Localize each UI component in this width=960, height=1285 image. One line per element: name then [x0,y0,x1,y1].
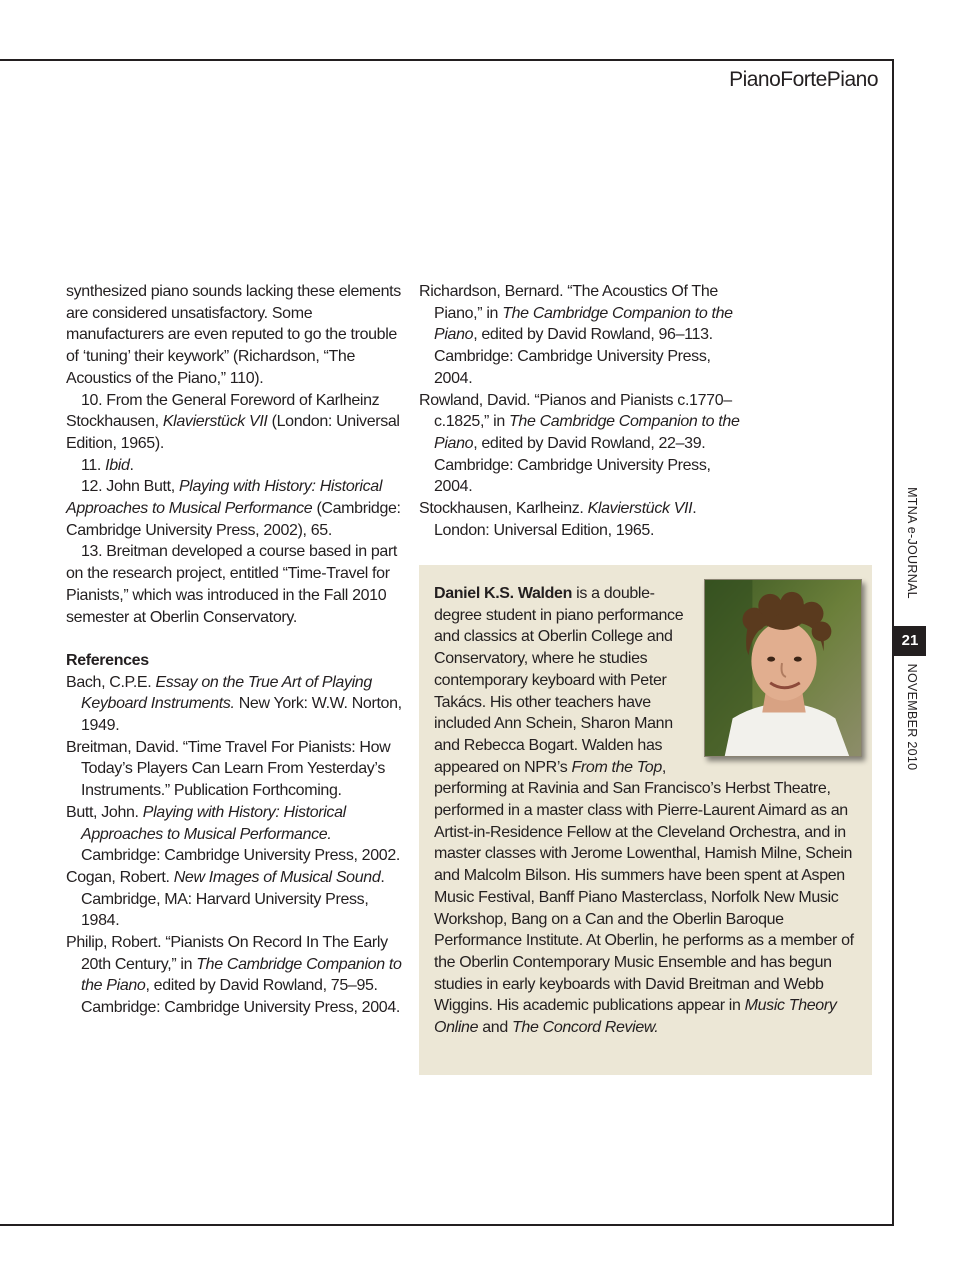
frame-top-rule [0,59,894,61]
endnote-continuation: synthesized piano sounds lacking these elements are considered unsatisfactory. Some manufacturers are even reputed to go the trouble of ‘tuning’ their keywork” (Richardson, “The Acoustics of the Piano,” 110). [66,283,401,387]
reference-cogan: Cogan, Robert. New Images of Musical Sound. Cambridge, MA: Harvard University Press, 1984. [66,868,385,930]
side-journal-label: MTNA e-JOURNAL [905,487,919,599]
endnote-11: 11. Ibid. [81,456,134,474]
endnote-12: 12. John Butt, Playing with History: Historical Approaches to Musical Performance (Cambridge: Cambridge University Press, 2002), 65. [66,478,401,539]
references-heading: References [66,651,149,669]
author-bio-box [419,565,872,1075]
author-bio-text: Daniel K.S. Walden is a double-degree student in piano performance and classics at Oberlin College and Conservatory, where he studies contemporary keyboard with Peter Takács. His other teachers have included Ann Schein, Sharon Mann and Rebecca Bogart. Walden has appeared on NPR’s From the Top, performing at Ravinia and San Francisco’s Herbst Theatre, performed in a master class with Pierre-Laurent Aimard as an Artist-in-Residence Fellow at the Cleveland Orchestra, and in master classes with Jerome Lowenthal, Hamish Milne, Schein and Malcolm Bilson. His summers have been spent at Aspen Music Festival, Banff Piano Masterclass, Norfolk New Music Workshop, Bang on a Can and the Oberlin Baroque Performance Institute. At Oberlin, he performs as a member of the Oberlin Contemporary Music Ensemble and has begun studies in early keyboards with David Breitman and Webb Wiggins. His academic publications appear in Music Theory Online and The Concord Review. [434,583,862,1039]
reference-rowland: Rowland, David. “Pianos and Pianists c.1770–c.1825,” in The Cambridge Companion to the Piano, edited by David Rowland, 22–39. Cambridge: Cambridge University Press, 2004. [419,391,740,496]
reference-butt: Butt, John. Playing with History: Historical Approaches to Musical Performance. Cambridge: Cambridge University Press, 2002. [66,803,400,865]
endnote-13: 13. Breitman developed a course based in part on the research project, entitled “Time-Travel for Pianists,” which was introduced in the Fall 2010 semester at Oberlin Conservatory. [66,543,398,626]
page-number: 21 [894,626,926,656]
portrait-photo [704,579,862,757]
side-tab [894,480,930,780]
left-column [66,281,402,1019]
running-title: PianoFortePiano [729,68,878,91]
reference-richardson: Richardson, Bernard. “The Acoustics Of The Piano,” in The Cambridge Companion to the Piano, edited by David Rowland, 96–113. Cambridge: Cambridge University Press, 2004. [419,283,733,387]
reference-breitman: Breitman, David. “Time Travel For Pianists: How Today’s Players Can Learn From Yesterday’s Instruments.” Publication Forthcoming. [66,738,391,800]
frame-bottom-rule [0,1224,894,1226]
reference-stockhausen: Stockhausen, Karlheinz. Klavierstück VII. London: Universal Edition, 1965. [419,500,697,539]
author-name: Daniel K.S. Walden [434,585,573,602]
reference-philip: Philip, Robert. “Pianists On Record In The Early 20th Century,” in The Cambridge Companion to the Piano, edited by David Rowland, 75–95. Cambridge: Cambridge University Press, 2004. [66,934,402,1017]
issue-date: NOVEMBER 2010 [905,663,919,771]
endnote-10: 10. From the General Foreword of Karlheinz Stockhausen, Klavierstück VII (London: Universal Edition, 1965). [66,391,400,452]
reference-bach: Bach, C.P.E. Essay on the True Art of Playing Keyboard Instruments. New York: W.W. Norton, 1949. [66,673,402,735]
right-column [419,281,749,541]
